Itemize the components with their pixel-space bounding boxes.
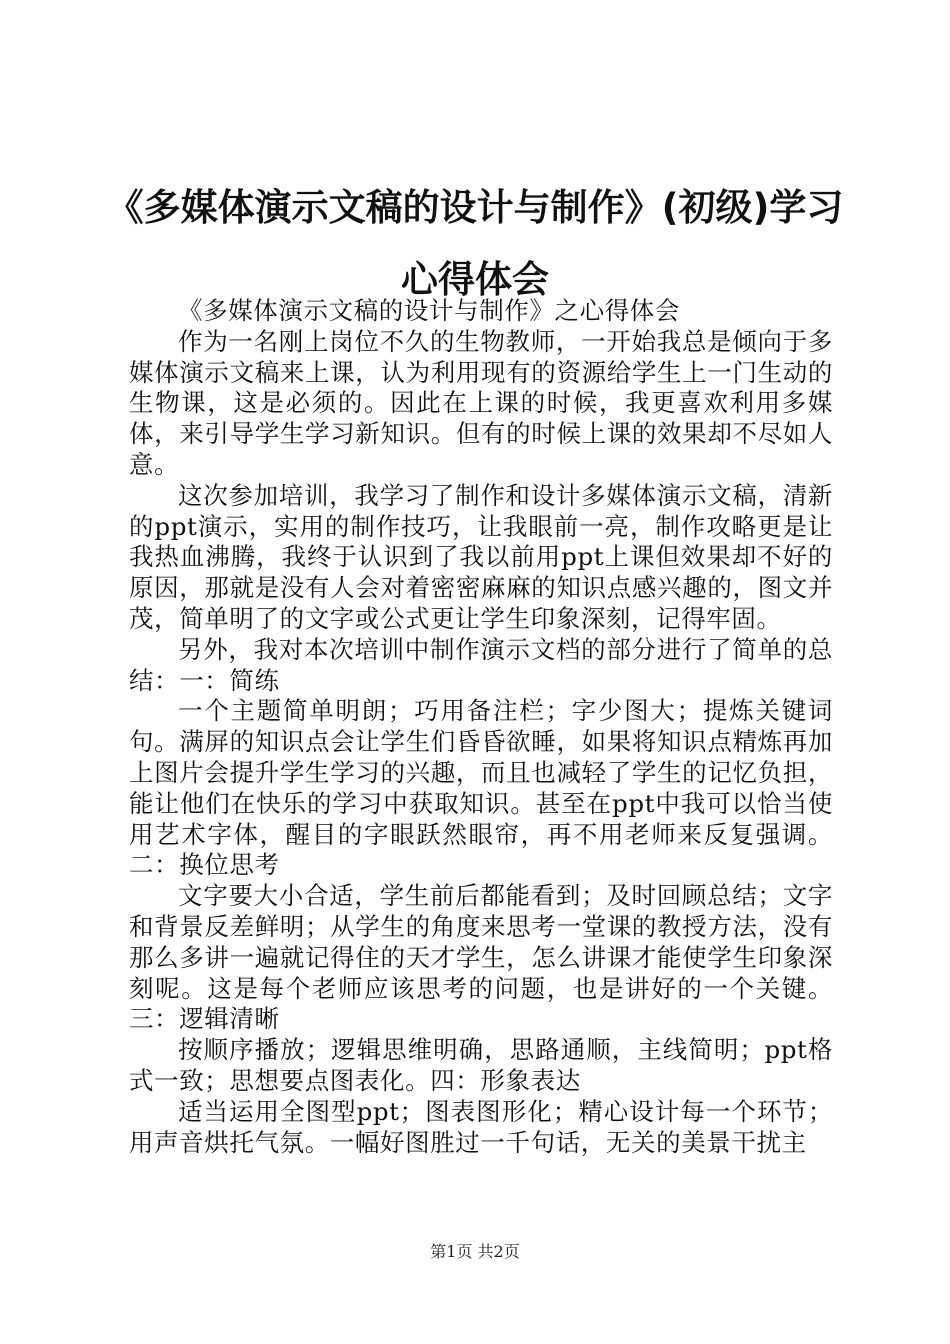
paragraph: 作为一名刚上岗位不久的生物教师，一开始我总是倾向于多媒体演示文稿来上课，认为利用现有的资源给学生上一门生动的生物课，这是必须的。因此在上课的时候，我更喜欢利用多媒体，来引导学生学习新知识。但有的时候上课的效果却不尽如人意。 (129, 326, 833, 479)
paragraph: 文字要大小合适，学生前后都能看到；及时回顾总结；文字和背景反差鲜明；从学生的角度来思考一堂课的教授方法，没有那么多讲一遍就记得住的天才学生，怎么讲课才能使学生印象深刻呢。这是每个老师应该思考的问题，也是讲好的一个关键。三：逻辑清晰 (129, 881, 833, 1034)
page-footer: 第1页 共2页 (430, 1242, 520, 1261)
paragraph: 适当运用全图型ppt；图表图形化；精心设计每一个环节；用声音烘托气氛。一幅好图胜过一千句话，无关的美景干扰主 (129, 1096, 833, 1157)
paragraph-subtitle: 《多媒体演示文稿的设计与制作》之心得体会 (178, 296, 680, 325)
paragraph: 这次参加培训，我学习了制作和设计多媒体演示文稿，清新的ppt演示，实用的制作技巧，让我眼前一亮，制作攻略更是让我热血沸腾，我终于认识到了我以前用ppt上课但效果却不好的原因，那就是没有人会对着密密麻麻的知识点感兴趣的，图文并茂，简单明了的文字或公式更让学生印象深刻，记得牢固。 (129, 480, 833, 633)
title-line-2: 心得体会 (401, 258, 549, 301)
document-body (129, 296, 833, 1158)
paragraph: 另外，我对本次培训中制作演示文档的部分进行了简单的总结：一：简练 (129, 634, 833, 695)
paragraph: 按顺序播放；逻辑思维明确，思路通顺，主线简明；ppt格式一致；思想要点图表化。四：形象表达 (129, 1035, 833, 1095)
page-title (90, 172, 860, 316)
paragraph: 一个主题简单明朗；巧用备注栏；字少图大；提炼关键词句。满屏的知识点会让学生们昏昏欲睡，如果将知识点精炼再加上图片会提升学生学习的兴趣，而且也减轻了学生的记忆负担，能让他们在快乐的学习中获取知识。甚至在ppt中我可以恰当使用艺术字体，醒目的字眼跃然眼帘，再不用老师来反复强调。二：换位思考 (129, 696, 833, 880)
title-line-1: 《多媒体演示文稿的设计与制作》(初级)学习 (106, 186, 844, 229)
